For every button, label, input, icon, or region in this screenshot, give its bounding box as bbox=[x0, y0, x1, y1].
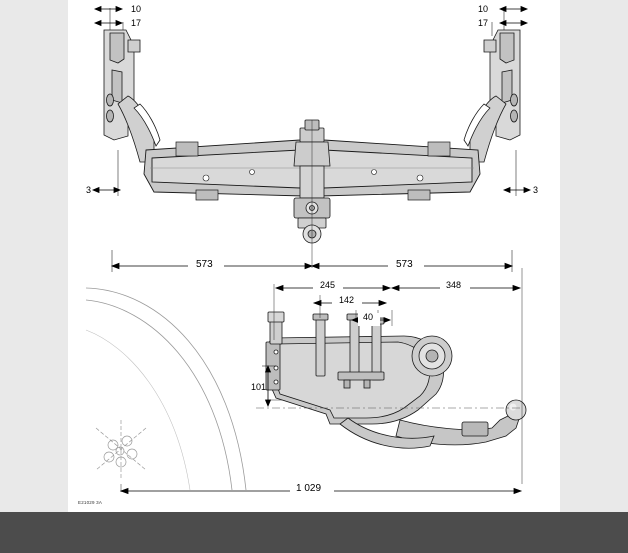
dim-1029: 1 029 bbox=[296, 483, 322, 494]
dim-40: 40 bbox=[363, 312, 374, 322]
dim-142: 142 bbox=[339, 295, 355, 305]
dim-top-right-17: 17 bbox=[478, 18, 489, 28]
dim-left-3: 3 bbox=[86, 185, 92, 195]
drawing-code-label: E21029 3A bbox=[78, 500, 103, 505]
top-left-dim-arrows bbox=[95, 7, 122, 26]
dim-top-left-17: 17 bbox=[131, 18, 142, 28]
dim-span-left-573: 573 bbox=[196, 259, 213, 270]
dim-top-left-10: 10 bbox=[131, 4, 142, 14]
tow-bar-flange bbox=[412, 336, 452, 376]
dim-348: 348 bbox=[446, 280, 462, 290]
dim-245: 245 bbox=[320, 280, 336, 290]
footer-bar bbox=[0, 512, 628, 553]
dim-span-right-573: 573 bbox=[396, 259, 413, 270]
dim-top-right-10: 10 bbox=[478, 4, 489, 14]
side-view-group bbox=[86, 268, 526, 498]
dim-101: 101 bbox=[251, 382, 267, 392]
dim-right-3: 3 bbox=[533, 185, 539, 195]
wheel-outline bbox=[86, 288, 246, 490]
top-view-group bbox=[93, 7, 530, 274]
wheel-hub-bolts bbox=[96, 420, 146, 478]
